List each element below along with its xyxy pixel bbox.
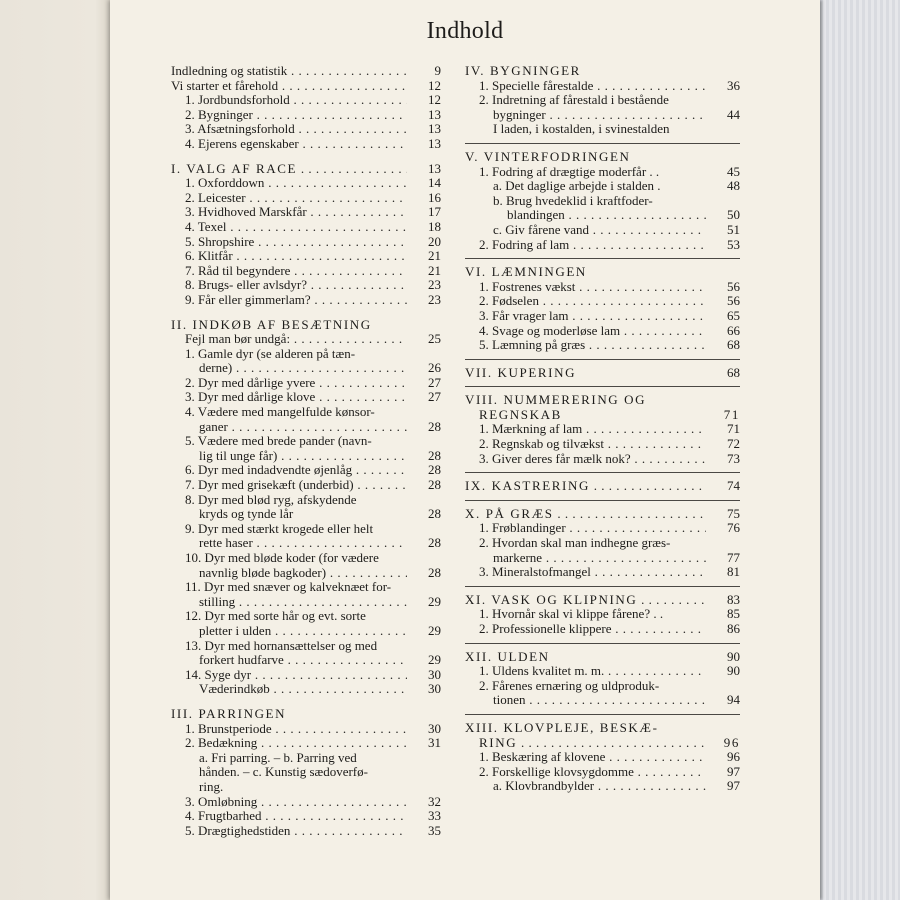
toc-section-heading <box>465 586 740 608</box>
toc-entry <box>171 249 441 264</box>
toc-entry <box>171 551 441 566</box>
toc-entry <box>465 223 740 238</box>
toc-entry <box>465 750 740 765</box>
toc-page-number: 29 <box>428 622 441 638</box>
toc-entry <box>171 264 441 279</box>
toc-entry-title: Fejl man bør undgå: . . . <box>171 332 407 347</box>
toc-entry-title: a. Det daglige arbejde i stalden . <box>493 179 661 194</box>
toc-entry-title: RING . . . <box>465 736 706 751</box>
toc-entry <box>171 405 441 420</box>
toc-entry <box>171 205 441 220</box>
toc-entry-title: XII. ULDEN <box>465 649 550 664</box>
toc-page-number: 29 <box>428 652 441 668</box>
toc-entry-title: XI. VASK OG KLIPNING . . . <box>465 593 706 608</box>
toc-entry <box>465 622 740 637</box>
toc-page-number: 45 <box>727 163 740 179</box>
toc-entry <box>465 238 740 253</box>
toc-page-number: 72 <box>727 436 740 452</box>
toc-section-heading <box>171 162 441 177</box>
toc-section-heading <box>465 714 740 736</box>
toc-section-heading <box>465 386 740 408</box>
toc-entry-title: derne) . . . <box>171 361 407 376</box>
toc-entry-title: navnlig bløde bagkoder) . . . <box>171 566 407 581</box>
toc-page-number: 30 <box>428 720 441 736</box>
toc-page-number: 30 <box>428 666 441 682</box>
toc-entry <box>171 493 441 508</box>
toc-entry-title: 3. Får vrager lam . . . <box>465 309 706 324</box>
toc-entry <box>171 639 441 654</box>
toc-page-number: 97 <box>727 778 740 794</box>
toc-page-number: 9 <box>434 63 441 78</box>
toc-entry <box>171 79 441 94</box>
toc-entry-title: 12. Dyr med sorte hår og evt. sorte <box>185 609 366 624</box>
toc-entry-title: Indledning og statistik . . . <box>171 64 407 79</box>
toc-page-number: 66 <box>727 322 740 338</box>
toc-entry-title: 6. Klitfår . . . <box>171 249 407 264</box>
toc-entry-title: 1. Fodring af drægtige moderfår . . <box>479 164 660 179</box>
page-title: Indhold <box>426 18 504 44</box>
toc-page-number: 86 <box>727 621 740 636</box>
toc-entry <box>465 779 740 794</box>
toc-page-number: 27 <box>428 389 441 405</box>
toc-entry-title: 1. Uldens kvalitet m. m. . . . <box>465 664 706 679</box>
toc-page-number: 29 <box>428 593 441 609</box>
toc-entry <box>171 122 441 137</box>
toc-entry <box>171 522 441 537</box>
toc-entry-title: 2. Leicester . . . <box>171 191 407 206</box>
toc-entry <box>465 108 740 123</box>
toc-entry <box>171 376 441 391</box>
toc-entry-title: II. INDKØB AF BESÆTNING <box>171 317 372 332</box>
toc-entry <box>465 693 740 708</box>
toc-entry <box>465 208 740 223</box>
toc-entry-title: 7. Dyr med grisekæft (underbid) . . . <box>171 478 407 493</box>
toc-entry-title: pletter i ulden . . . <box>171 624 407 639</box>
toc-page-number: 97 <box>727 763 740 779</box>
toc-page-number: 23 <box>428 291 441 307</box>
toc-page-number: 13 <box>428 160 441 176</box>
toc-entry-title: 13. Dyr med hornansættelser og med <box>185 638 378 653</box>
toc-entry <box>171 682 441 697</box>
toc-entry <box>171 449 441 464</box>
toc-entry <box>465 165 740 180</box>
toc-page-number: 56 <box>727 293 740 309</box>
toc-page-number: 75 <box>727 505 740 521</box>
toc-entry <box>465 521 740 536</box>
toc-entry <box>171 624 441 639</box>
toc-entry-title: 4. Frugtbarhed . . . <box>171 809 407 824</box>
toc-entry-title: 5. Shropshire . . . <box>171 235 407 250</box>
toc-entry-title: 1. Oxforddown . . . <box>171 176 407 191</box>
toc-section-heading <box>171 318 441 333</box>
toc-page-number: 21 <box>428 262 441 278</box>
toc-entry-title: tionen . . . <box>465 693 706 708</box>
tablecloth-background <box>820 0 900 900</box>
toc-section-heading <box>465 472 740 494</box>
toc-entry-title: 10. Dyr med bløde koder (for vædere <box>185 551 379 565</box>
toc-entry <box>171 609 441 624</box>
toc-page-number: 28 <box>428 462 441 478</box>
toc-entry <box>171 765 441 780</box>
toc-entry-title: 3. Omløbning . . . <box>171 795 407 810</box>
toc-section-heading <box>465 500 740 522</box>
toc-entry-title: 2. Fodring af lam . . . <box>465 238 706 253</box>
toc-page-number: 25 <box>428 331 441 347</box>
toc-page-number: 27 <box>428 374 441 390</box>
toc-page-number: 71 <box>723 406 740 422</box>
toc-entry-title: 2. Indretning af fårestald i bestående <box>479 93 669 108</box>
toc-entry-title: REGNSKAB <box>479 407 562 422</box>
toc-entry-title: a. Klovbrandbylder . . . <box>465 779 706 794</box>
toc-entry <box>171 795 441 810</box>
toc-entry-title: 3. Giver deres får mælk nok? . . . <box>465 452 706 467</box>
toc-entry-title: IV. BYGNINGER <box>465 64 581 78</box>
toc-entry-title: 14. Syge dyr . . . <box>171 668 407 683</box>
toc-entry-title: 8. Brugs- eller avlsdyr? . . . <box>171 278 407 293</box>
toc-entry <box>171 347 441 362</box>
toc-entry <box>171 64 441 79</box>
toc-entry-title: rette haser . . . <box>171 536 407 551</box>
toc-page-number: 51 <box>727 221 740 237</box>
toc-entry <box>171 478 441 493</box>
toc-entry <box>171 390 441 405</box>
toc-entry-title: 3. Afsætningsforhold . . . <box>171 122 407 137</box>
toc-left-column <box>171 64 441 838</box>
toc-entry-title: 2. Fårenes ernæring og uldproduk- <box>479 678 660 693</box>
toc-page-number: 28 <box>428 564 441 580</box>
toc-section-heading <box>465 143 740 165</box>
toc-entry <box>171 736 441 751</box>
toc-page-number: 32 <box>428 793 441 809</box>
toc-entry-title: 6. Dyr med indadvendte øjenlåg . . . <box>171 463 407 478</box>
toc-entry-title: VIII. NUMMERERING OG <box>465 393 647 408</box>
toc-entry-title: hånden. – c. Kunstig sædoverfø- <box>199 765 368 780</box>
toc-entry <box>171 751 441 766</box>
toc-entry-title: bygninger . . . <box>465 108 706 123</box>
toc-entry <box>171 137 441 152</box>
toc-page-number: 96 <box>727 749 740 765</box>
toc-entry-title: I. VALG AF RACE . . . <box>171 162 407 177</box>
toc-entry-title: 4. Texel . . . <box>171 220 407 235</box>
toc-entry-title: 1. Specielle fårestalde . . . <box>465 79 706 94</box>
toc-page-number: 16 <box>428 189 441 205</box>
toc-entry-title: blandingen . . . <box>465 208 706 223</box>
toc-entry-title: forkert hudfarve . . . <box>171 653 407 668</box>
toc-entry <box>171 176 441 191</box>
toc-entry <box>465 338 740 353</box>
toc-page-number: 44 <box>727 106 740 122</box>
toc-section-heading <box>465 643 740 665</box>
toc-entry-title: 2. Hvordan skal man indhegne græs- <box>479 536 671 551</box>
toc-entry <box>465 122 740 137</box>
toc-entry <box>171 536 441 551</box>
toc-section-heading <box>465 359 740 381</box>
toc-entry-title: 4. Ejerens egenskaber . . . <box>171 137 407 152</box>
toc-entry-title: ring. <box>199 779 224 794</box>
toc-entry-title: Vi starter et fårehold . . . <box>171 79 407 94</box>
toc-page-number: 83 <box>727 591 740 607</box>
toc-entry-title: markerne . . . <box>465 551 706 566</box>
toc-page-number: 90 <box>727 663 740 679</box>
toc-page-number: 85 <box>727 606 740 622</box>
toc-entry-title: 2. Fødselen . . . <box>465 294 706 309</box>
toc-entry-title: 2. Bygninger . . . <box>171 108 407 123</box>
toc-page-number: 35 <box>428 822 441 838</box>
toc-entry-title: 5. Vædere med brede pander (navn- <box>185 434 372 449</box>
toc-page-number: 77 <box>727 549 740 565</box>
toc-page-number: 36 <box>727 77 740 93</box>
toc-entry <box>465 536 740 551</box>
toc-page-number: 13 <box>428 135 441 151</box>
toc-entry-title: I laden, i kostalden, i svinestalden <box>493 122 670 137</box>
toc-entry-title: 1. Frøblandinger . . . <box>465 521 706 536</box>
toc-entry-title: 7. Råd til begyndere . . . <box>171 264 407 279</box>
toc-entry <box>465 679 740 694</box>
toc-entry <box>171 93 441 108</box>
toc-right-column <box>465 64 740 794</box>
toc-entry-title: 8. Dyr med blød ryg, afskydende <box>185 492 357 507</box>
toc-page-number: 21 <box>428 248 441 264</box>
toc-entry <box>465 736 740 751</box>
toc-page-number: 12 <box>428 92 441 108</box>
toc-page-number: 28 <box>428 535 441 551</box>
toc-page-number: 56 <box>727 278 740 294</box>
toc-entry-title: 2. Forskellige klovsygdomme . . . <box>465 765 706 780</box>
toc-entry-title: 3. Hvidhoved Marskfår . . . <box>171 205 407 220</box>
toc-entry-title: 1. Fostrenes vækst . . . <box>465 280 706 295</box>
toc-entry <box>171 108 441 123</box>
toc-entry <box>465 408 740 423</box>
toc-entry-title: 2. Bedækning . . . <box>171 736 407 751</box>
toc-page-number: 18 <box>428 218 441 234</box>
toc-entry-title: b. Brug hvedeklid i kraftfoder- <box>493 193 653 208</box>
toc-entry-title: kryds og tynde lår <box>199 507 294 522</box>
toc-entry-title: IX. KASTRERING . . . <box>465 479 706 494</box>
toc-entry <box>171 580 441 595</box>
toc-entry <box>171 293 441 308</box>
toc-entry <box>171 278 441 293</box>
toc-entry <box>171 463 441 478</box>
toc-entry <box>465 452 740 467</box>
left-page-edge <box>0 0 112 900</box>
toc-entry <box>465 551 740 566</box>
toc-entry <box>465 422 740 437</box>
toc-entry <box>171 434 441 449</box>
toc-page-number: 73 <box>727 450 740 466</box>
toc-entry-title: 2. Regnskab og tilvækst . . . <box>465 437 706 452</box>
toc-entry <box>465 179 740 194</box>
toc-entry-title: 1. Hvornår skal vi klippe fårene? . . <box>479 607 664 622</box>
toc-entry-title: 1. Jordbundsforhold . . . <box>171 93 407 108</box>
toc-page-number: 23 <box>428 277 441 293</box>
toc-page-number: 94 <box>727 692 740 708</box>
toc-page-number: 13 <box>428 106 441 122</box>
toc-page-number: 30 <box>428 681 441 697</box>
toc-entry-title: 1. Beskæring af klovene . . . <box>465 750 706 765</box>
toc-entry <box>465 765 740 780</box>
toc-section-heading <box>465 258 740 280</box>
toc-entry <box>171 809 441 824</box>
toc-page-number: 33 <box>428 808 441 824</box>
toc-page-number: 68 <box>727 337 740 353</box>
toc-entry-title: c. Giv fårene vand . . . <box>465 223 706 238</box>
toc-page-number: 65 <box>727 307 740 323</box>
toc-entry <box>171 191 441 206</box>
toc-page-number: 20 <box>428 233 441 249</box>
toc-entry <box>465 280 740 295</box>
toc-page-number: 28 <box>428 418 441 434</box>
toc-page-number: 26 <box>428 360 441 376</box>
toc-page-number: 53 <box>727 236 740 252</box>
toc-entry-title: ganer . . . <box>171 420 407 435</box>
toc-entry-title: XIII. KLOVPLEJE, BESKÆ- <box>465 720 659 735</box>
toc-entry <box>465 294 740 309</box>
toc-page-number: 13 <box>428 121 441 137</box>
toc-entry-title: 9. Dyr med stærkt krogede eller helt <box>185 521 374 536</box>
toc-entry-title: 5. Læmning på græs . . . <box>465 338 706 353</box>
toc-page-number: 31 <box>428 735 441 751</box>
toc-entry <box>171 235 441 250</box>
toc-entry <box>465 664 740 679</box>
toc-entry-title: X. PÅ GRÆS . . . <box>465 507 706 522</box>
toc-entry-title: 4. Vædere med mangelfulde kønsor- <box>185 405 375 420</box>
toc-page-number: 48 <box>727 178 740 194</box>
toc-page-number: 28 <box>428 447 441 463</box>
toc-page-number: 96 <box>723 734 740 750</box>
toc-entry-title: VI. LÆMNINGEN <box>465 265 587 280</box>
toc-page-number: 71 <box>727 421 740 437</box>
toc-entry-title: 4. Svage og moderløse lam . . . <box>465 324 706 339</box>
toc-page-number: 17 <box>428 204 441 220</box>
toc-page-number: 74 <box>727 478 740 494</box>
toc-entry-title: 1. Gamle dyr (se alderen på tæn- <box>185 346 356 361</box>
toc-entry <box>171 361 441 376</box>
toc-page-number: 28 <box>428 506 441 522</box>
toc-section-heading <box>465 64 740 79</box>
toc-entry <box>465 324 740 339</box>
toc-page-number: 50 <box>727 207 740 223</box>
toc-section-heading <box>171 707 441 722</box>
toc-page-number: 14 <box>428 175 441 191</box>
toc-entry <box>171 780 441 795</box>
toc-entry-title: III. PARRINGEN <box>171 706 287 721</box>
toc-entry <box>465 309 740 324</box>
toc-page-number: 68 <box>727 364 740 380</box>
toc-entry-title: 2. Professionelle klippere . . . <box>465 622 706 637</box>
toc-entry <box>171 653 441 668</box>
toc-page-number: 12 <box>428 77 441 93</box>
toc-entry <box>465 93 740 108</box>
toc-entry-title: 1. Brunstperiode . . . <box>171 722 407 737</box>
toc-entry-title: lig til unge får) . . . <box>171 449 407 464</box>
toc-entry <box>171 507 441 522</box>
toc-entry-title: stilling . . . <box>171 595 407 610</box>
toc-entry-title: 1. Mærkning af lam . . . <box>465 422 706 437</box>
toc-entry-title: Væderindkøb . . . <box>171 682 407 697</box>
toc-entry <box>465 565 740 580</box>
toc-entry <box>465 79 740 94</box>
book-page <box>110 0 820 900</box>
toc-entry-title: a. Fri parring. – b. Parring ved <box>199 750 357 765</box>
toc-entry-title: 2. Dyr med dårlige yvere . . . <box>171 376 407 391</box>
toc-entry <box>465 194 740 209</box>
toc-entry <box>171 566 441 581</box>
toc-entry <box>171 824 441 839</box>
toc-entry <box>171 332 441 347</box>
toc-page-number: 81 <box>727 564 740 580</box>
toc-entry <box>171 595 441 610</box>
toc-entry-title: VII. KUPERING <box>465 365 577 380</box>
toc-entry-title: V. VINTERFODRINGEN <box>465 149 631 164</box>
toc-entry-title: 5. Drægtighedstiden . . . <box>171 824 407 839</box>
toc-page-number: 90 <box>727 648 740 664</box>
toc-entry-title: 11. Dyr med snæver og kalveknæet for- <box>185 580 392 595</box>
toc-page-number: 76 <box>727 520 740 536</box>
toc-entry <box>171 420 441 435</box>
toc-entry <box>465 607 740 622</box>
toc-page-number: 28 <box>428 477 441 493</box>
toc-entry <box>465 437 740 452</box>
toc-entry-title: 3. Dyr med dårlige klove . . . <box>171 390 407 405</box>
toc-entry-title: 3. Mineralstofmangel . . . <box>465 565 706 580</box>
toc-entry <box>171 722 441 737</box>
toc-entry-title: 9. Får eller gimmerlam? . . . <box>171 293 407 308</box>
toc-entry <box>171 668 441 683</box>
toc-entry <box>171 220 441 235</box>
